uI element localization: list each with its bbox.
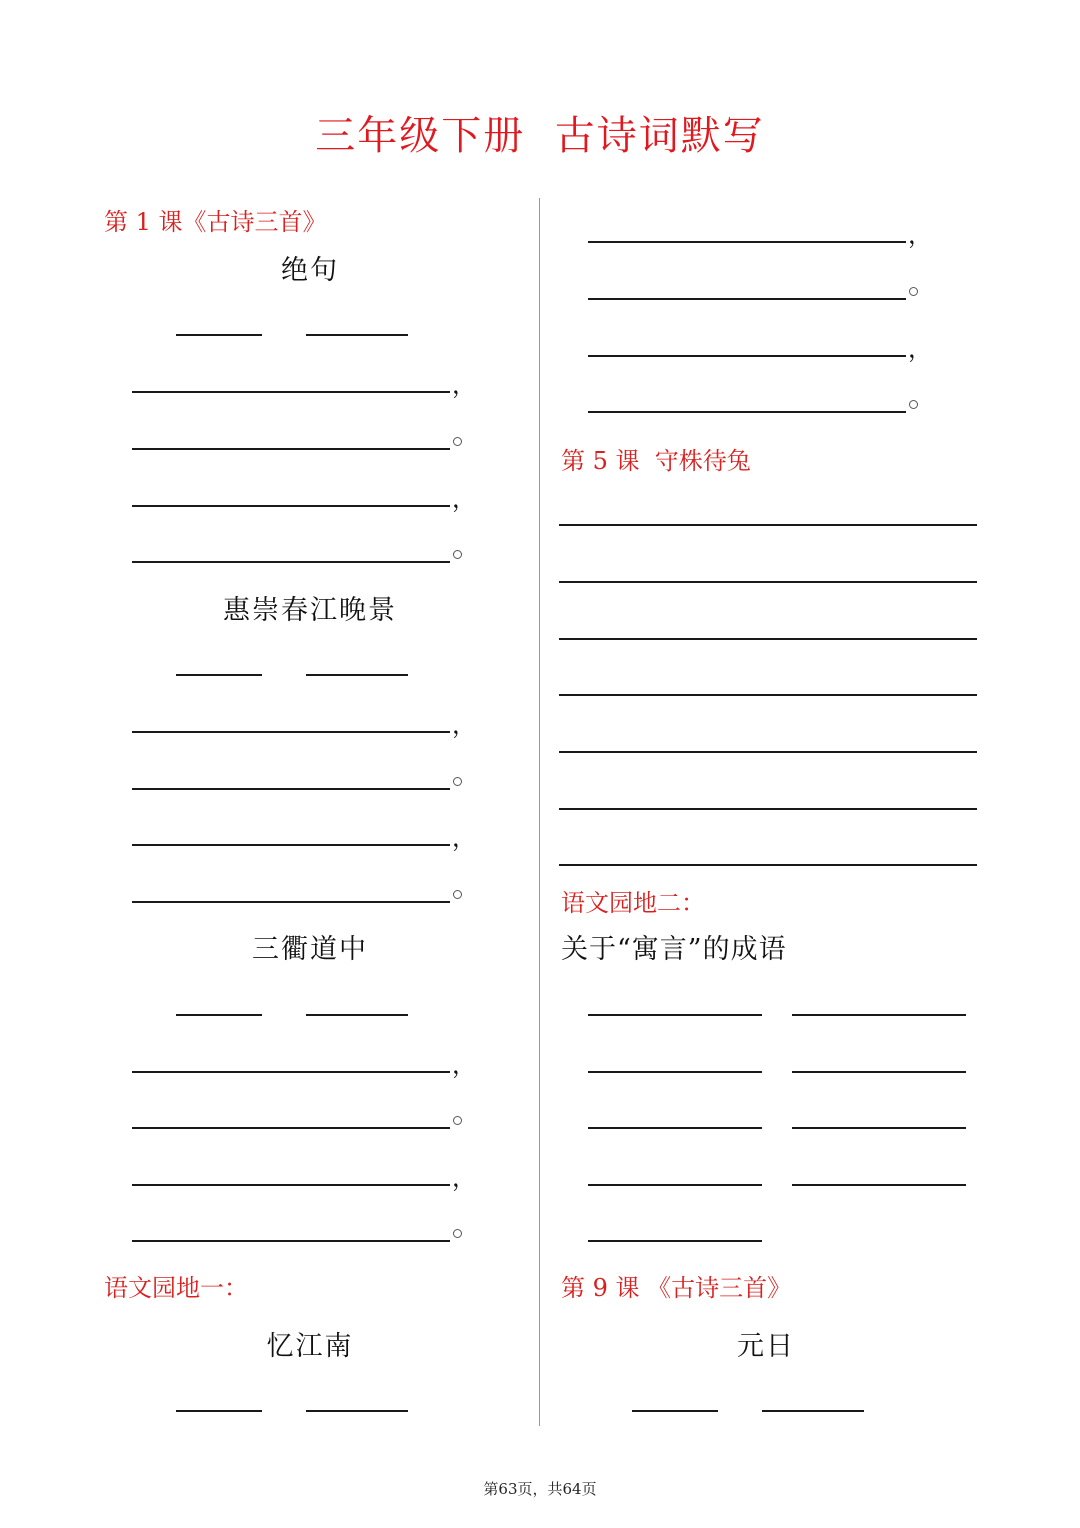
verse-blank[interactable] <box>588 241 906 243</box>
comma-mark: ， <box>452 371 476 399</box>
verse-blank[interactable] <box>132 1240 450 1242</box>
verse-blank[interactable] <box>132 1184 450 1186</box>
writing-line[interactable] <box>559 694 977 696</box>
full-stop-mark <box>453 1229 462 1238</box>
full-stop-mark <box>909 400 918 409</box>
writing-line[interactable] <box>559 751 977 753</box>
poem-title-sanqu: 三衢道中 <box>252 934 368 965</box>
dynasty-blank[interactable] <box>176 334 262 336</box>
page-title: 三年级下册 古诗词默写 <box>315 113 765 159</box>
comma-mark: ， <box>452 485 476 513</box>
verse-blank[interactable] <box>132 1071 450 1073</box>
verse-blank[interactable] <box>132 901 450 903</box>
column-divider <box>539 198 540 1426</box>
idiom-blank[interactable] <box>588 1240 762 1242</box>
idiom-blank[interactable] <box>792 1127 966 1129</box>
full-stop-mark <box>453 437 462 446</box>
author-blank[interactable] <box>306 1410 408 1412</box>
garden-2-heading: 语文园地二： <box>561 889 705 917</box>
idiom-blank[interactable] <box>588 1184 762 1186</box>
idiom-blank[interactable] <box>588 1127 762 1129</box>
verse-blank[interactable] <box>588 355 906 357</box>
idiom-blank[interactable] <box>588 1014 762 1016</box>
verse-blank[interactable] <box>132 844 450 846</box>
poem-title-yuanri: 元日 <box>737 1331 795 1362</box>
comma-mark: ， <box>908 335 932 363</box>
author-blank[interactable] <box>306 334 408 336</box>
full-stop-mark <box>453 550 462 559</box>
writing-line[interactable] <box>559 581 977 583</box>
writing-line[interactable] <box>559 864 977 866</box>
dynasty-blank[interactable] <box>176 1410 262 1412</box>
full-stop-mark <box>909 287 918 296</box>
full-stop-mark <box>453 890 462 899</box>
verse-blank[interactable] <box>132 788 450 790</box>
comma-mark: ， <box>452 711 476 739</box>
verse-blank[interactable] <box>588 411 906 413</box>
verse-blank[interactable] <box>132 561 450 563</box>
author-blank[interactable] <box>762 1410 864 1412</box>
idiom-prompt: 关于“寓言”的成语 <box>561 934 787 965</box>
dynasty-blank[interactable] <box>632 1410 718 1412</box>
dynasty-blank[interactable] <box>176 1014 262 1016</box>
full-stop-mark <box>453 777 462 786</box>
verse-blank[interactable] <box>132 448 450 450</box>
lesson-9-heading: 第 9 课 《古诗三首》 <box>561 1274 792 1302</box>
comma-mark: ， <box>452 1051 476 1079</box>
author-blank[interactable] <box>306 1014 408 1016</box>
idiom-blank[interactable] <box>792 1014 966 1016</box>
poem-title-jueju: 绝句 <box>281 255 339 286</box>
poem-title-huichong: 惠崇春江晚景 <box>223 595 397 626</box>
comma-mark: ， <box>452 824 476 852</box>
idiom-blank[interactable] <box>792 1184 966 1186</box>
lesson-5-heading: 第 5 课 守株待兔 <box>561 447 751 475</box>
garden-1-heading: 语文园地一： <box>104 1274 248 1302</box>
idiom-blank[interactable] <box>792 1071 966 1073</box>
writing-line[interactable] <box>559 638 977 640</box>
poem-title-yijiangnan: 忆江南 <box>266 1331 354 1362</box>
lesson-1-heading: 第 1 课《古诗三首》 <box>104 208 327 236</box>
author-blank[interactable] <box>306 674 408 676</box>
verse-blank[interactable] <box>132 731 450 733</box>
verse-blank[interactable] <box>132 391 450 393</box>
writing-line[interactable] <box>559 524 977 526</box>
verse-blank[interactable] <box>588 298 906 300</box>
writing-line[interactable] <box>559 808 977 810</box>
comma-mark: ， <box>452 1164 476 1192</box>
verse-blank[interactable] <box>132 1127 450 1129</box>
dynasty-blank[interactable] <box>176 674 262 676</box>
verse-blank[interactable] <box>132 505 450 507</box>
comma-mark: ， <box>908 221 932 249</box>
idiom-blank[interactable] <box>588 1071 762 1073</box>
page-footer: 第63页，共64页 <box>483 1480 597 1498</box>
full-stop-mark <box>453 1116 462 1125</box>
